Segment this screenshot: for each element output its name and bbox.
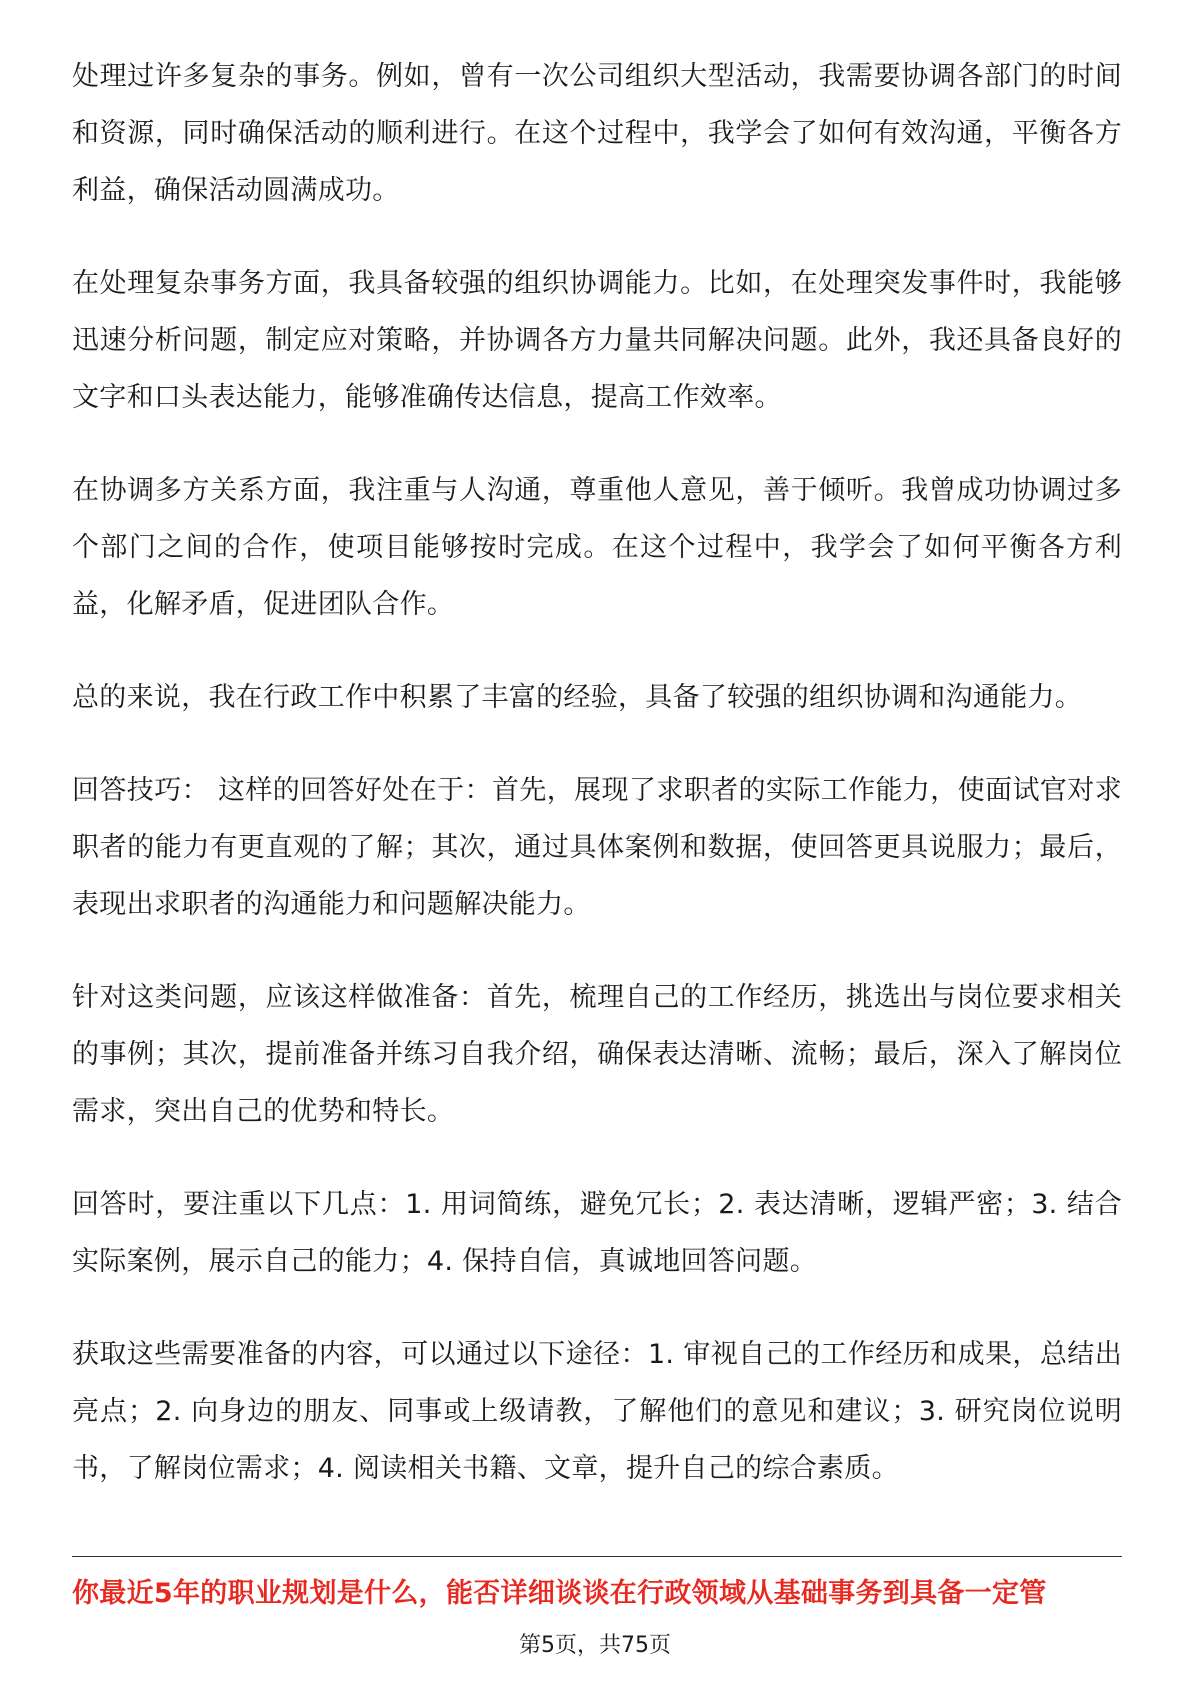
body-content (72, 48, 1122, 1533)
paragraph: 在处理复杂事务方面，我具备较强的组织协调能力。比如，在处理突发事件时，我能够迅速分析问题，制定应对策略，并协调各方力量共同解决问题。此外，我还具备良好的文字和口头表达能力，能够准确传达信息，提高工作效率。 (72, 268, 1122, 413)
footer-divider (72, 1556, 1122, 1557)
paragraph: 回答时，要注重以下几点：1. 用词简练，避免冗长；2. 表达清晰，逻辑严密；3. 结合实际案例，展示自己的能力；4. 保持自信，真诚地回答问题。 (72, 1189, 1122, 1277)
page-number: 第5页，共75页 (519, 1633, 671, 1658)
next-question-heading: 你最近5年的职业规划是什么，能否详细谈谈在行政领域从基础事务到具备一定管 (72, 1578, 1047, 1609)
paragraph: 在协调多方关系方面，我注重与人沟通，尊重他人意见，善于倾听。我曾成功协调过多个部门之间的合作，使项目能够按时完成。在这个过程中，我学会了如何平衡各方利益，化解矛盾，促进团队合作。 (72, 475, 1122, 620)
paragraph: 获取这些需要准备的内容，可以通过以下途径：1. 审视自己的工作经历和成果，总结出亮点；2. 向身边的朋友、同事或上级请教，了解他们的意见和建议；3. 研究岗位说明书，了解岗位需求；4. 阅读相关书籍、文章，提升自己的综合素质。 (72, 1339, 1122, 1484)
paragraph: 总的来说，我在行政工作中积累了丰富的经验，具备了较强的组织协调和沟通能力。 (72, 682, 1083, 713)
paragraph: 回答技巧： 这样的回答好处在于：首先，展现了求职者的实际工作能力，使面试官对求职者的能力有更直观的了解；其次，通过具体案例和数据，使回答更具说服力；最后，表现出求职者的沟通能力和问题解决能力。 (72, 775, 1122, 920)
paragraph: 针对这类问题，应该这样做准备：首先，梳理自己的工作经历，挑选出与岗位要求相关的事例；其次，提前准备并练习自我介绍，确保表达清晰、流畅；最后，深入了解岗位需求，突出自己的优势和特长。 (72, 982, 1122, 1127)
paragraph: 处理过许多复杂的事务。例如，曾有一次公司组织大型活动，我需要协调各部门的时间和资源，同时确保活动的顺利进行。在这个过程中，我学会了如何有效沟通，平衡各方利益，确保活动圆满成功。 (72, 61, 1122, 206)
